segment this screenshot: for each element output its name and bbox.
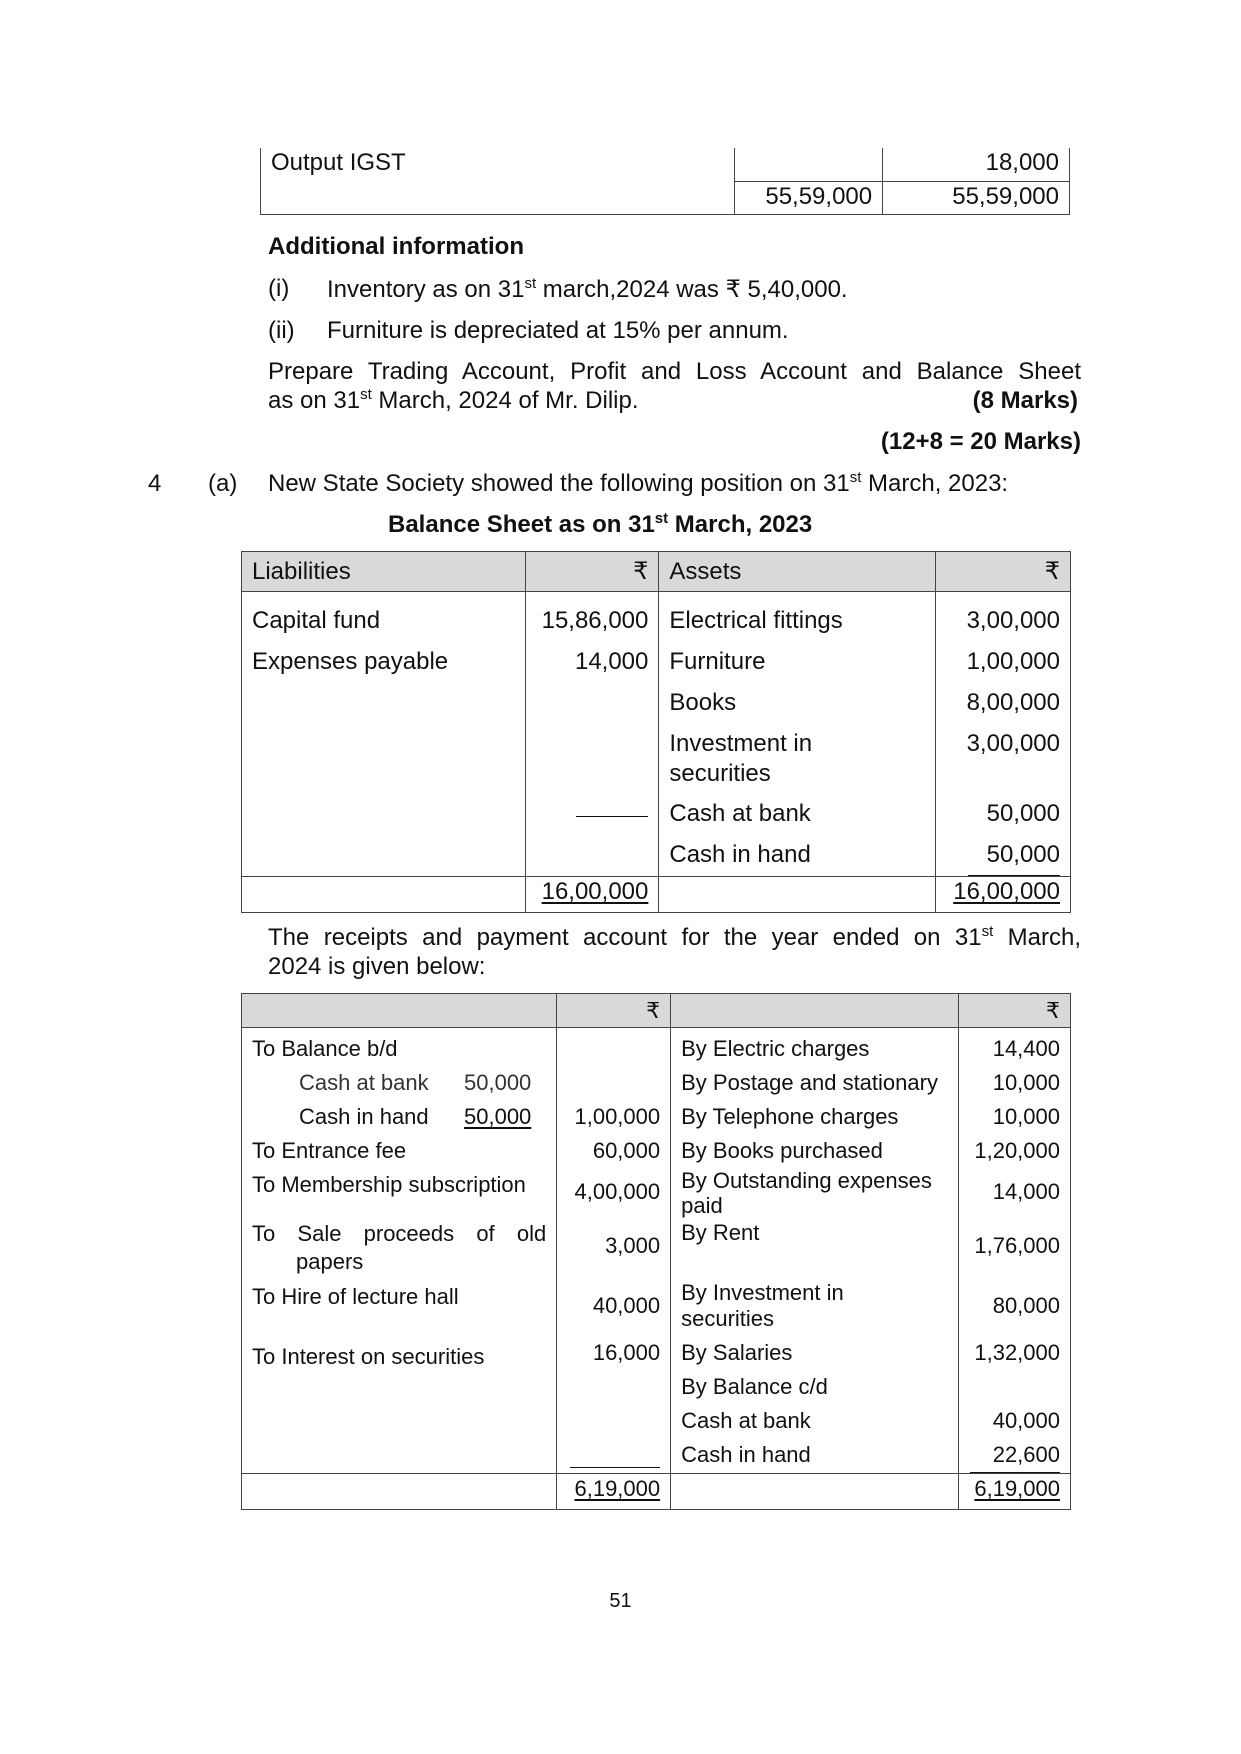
bs-assets-labels [659,592,936,877]
top-total-debit: 55,59,000 [735,181,883,214]
bs-asset-cash-hand-amt: 50,000 [968,834,1060,876]
rp-header-currency-1: ₹ [557,994,671,1028]
marks-part: (8 Marks) [972,387,1078,414]
balance-sheet-title: Balance Sheet as on 31st March, 2023 [388,510,813,538]
rp-bd-cash-hand-row: Cash in hand 50,000 [252,1100,546,1134]
marks-total: (12+8 = 20 Marks) [880,428,1081,455]
bs-header-assets: Assets [659,552,936,592]
rp-membership: To Membership subscription [252,1172,526,1197]
top-row-label: Output IGST [261,148,735,214]
bs-asset-cash-bank-amt: 50,000 [986,800,1060,827]
bs-asset-electrical: Electrical fittings [669,607,843,634]
page-number: 51 [609,1590,632,1612]
bs-liability-expenses: Expenses payable [252,648,449,675]
rp-outstanding-amt: 14,000 [992,1179,1060,1204]
rp-intro-line-1: The receipts and payment account for the year ended on 31st March, [268,923,1081,951]
rp-cd-cash-bank: Cash at bank [681,1408,811,1433]
bs-asset-furniture-amt: 1,00,000 [966,648,1060,675]
rp-sale-proceeds: To Sale proceeds of old papers [252,1221,547,1274]
bs-liability-capital-amt: 15,86,000 [541,607,649,634]
question-text: New State Society showed the following position on 31st March, 2023: [268,469,1009,497]
top-total-credit: 55,59,000 [883,181,1070,214]
balance-sheet-table [241,551,1071,913]
rp-investment-amt: 80,000 [992,1293,1060,1318]
rp-books: By Books purchased [681,1138,883,1163]
receipts-payments-table [241,993,1071,1510]
rp-sale-amt: 3,000 [605,1233,661,1258]
rp-cd-cash-bank-amt: 40,000 [992,1408,1060,1433]
bs-asset-investment-amt: 3,00,000 [966,730,1060,757]
bs-asset-cash-hand: Cash in hand [669,841,811,868]
rp-entrance-fee-amt: 60,000 [592,1138,661,1163]
prepare-line-2: as on 31st March, 2024 of Mr. Dilip. [268,386,639,414]
bs-liability-capital: Capital fund [252,607,381,634]
bs-header-liabilities: Liabilities [242,552,526,592]
prepare-line-1: Prepare Trading Account, Profit and Loss Account and Balance Sheet [268,358,1081,385]
top-row-credit: 18,000 [883,148,1070,181]
rp-outstanding: By Outstanding expenses paid [681,1168,932,1218]
rp-rent: By Rent [681,1220,760,1245]
top-ledger-table [260,148,1070,215]
rp-header-currency-2: ₹ [959,994,1071,1028]
rp-cd-cash-hand: Cash in hand [681,1442,811,1467]
rp-bd-cash-bank-amt: 50,000 [464,1070,532,1095]
rp-postage-amt: 10,000 [992,1070,1060,1095]
rp-telephone-amt: 10,000 [992,1104,1060,1129]
rp-investment: By Investment in securities [681,1280,844,1331]
additional-item-2-num: (ii) [268,317,295,344]
bs-asset-investment: Investment in securities [669,730,813,787]
rp-balance-bd: To Balance b/d [252,1036,398,1061]
rp-entrance-fee: To Entrance fee [252,1138,407,1163]
rp-balance-cd: By Balance c/d [681,1374,828,1399]
rp-salaries: By Salaries [681,1340,793,1365]
rp-electric: By Electric charges [681,1036,870,1061]
rp-receipts-amounts [557,1028,671,1474]
rp-intro-line-2: 2024 is given below: [268,953,486,980]
rp-bd-cash-hand-amt: 50,000 [464,1104,532,1129]
bs-asset-books-amt: 8,00,000 [966,689,1060,716]
bs-liabilities-amounts [526,592,659,877]
bs-total-liabilities: 16,00,000 [541,878,649,905]
bs-asset-furniture: Furniture [669,648,766,675]
bs-asset-books: Books [669,689,737,716]
additional-item-1: Inventory as on 31st march,2024 was ₹ 5,40,000. [327,275,848,303]
rp-total-receipts: 6,19,000 [574,1476,661,1501]
bs-header-currency-2: ₹ [936,552,1071,592]
rp-electric-amt: 14,400 [992,1036,1060,1061]
bs-asset-electrical-amt: 3,00,000 [966,607,1060,634]
rp-membership-amt: 4,00,000 [574,1179,661,1204]
bs-liability-expenses-amt: 14,000 [574,648,649,675]
bs-liabilities-labels [242,592,526,877]
rp-books-amt: 1,20,000 [974,1138,1060,1163]
bs-assets-amounts [936,592,1071,877]
bs-header-currency-1: ₹ [526,552,659,592]
rp-salaries-amt: 1,32,000 [974,1340,1060,1365]
rp-payments-amounts [959,1028,1071,1474]
rp-rent-amt: 1,76,000 [974,1233,1060,1258]
rp-hire-amt: 40,000 [592,1293,661,1318]
question-part: (a) [208,470,238,497]
rp-receipts-labels [242,1028,557,1474]
rp-hire-lecture-hall: To Hire of lecture hall [252,1284,459,1309]
rp-cd-cash-hand-amt: 22,600 [970,1438,1060,1473]
rp-bd-cash-bank-row: Cash at bank 50,000 [252,1066,546,1100]
rp-interest-securities: To Interest on securities [252,1344,485,1369]
rp-postage: By Postage and stationary [681,1070,938,1095]
rp-interest-amt: 16,000 [592,1340,661,1365]
rp-payments-labels [671,1028,959,1474]
rp-balance-bd-amt: 1,00,000 [574,1104,661,1129]
additional-item-1-num: (i) [268,275,290,302]
bs-total-assets: 16,00,000 [953,878,1060,905]
rp-total-payments: 6,19,000 [974,1476,1060,1501]
bs-asset-cash-bank: Cash at bank [669,800,811,827]
additional-item-2: Furniture is depreciated at 15% per annum. [327,317,789,344]
question-number: 4 [148,470,162,497]
rp-telephone: By Telephone charges [681,1104,899,1129]
additional-heading: Additional information [268,233,524,260]
